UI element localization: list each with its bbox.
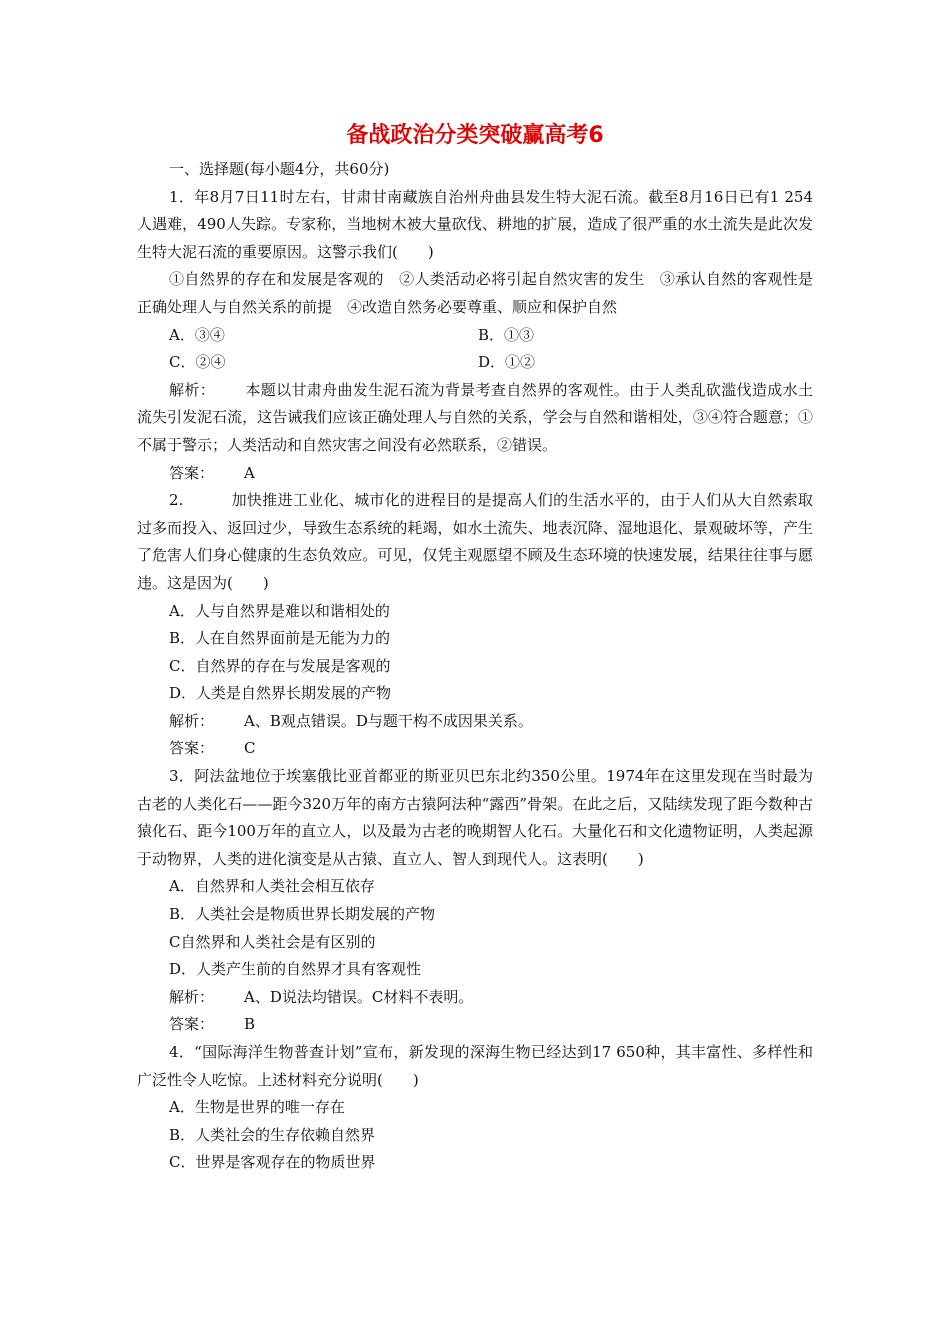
analysis-label: 解析： — [169, 380, 216, 399]
analysis-label: 解析： — [169, 711, 215, 730]
document-body — [137, 156, 813, 1177]
answer-value: C — [244, 739, 256, 758]
question-2-text: 加快推进工业化、城市化的进程目的是提高人们的生活水平的，由于人们从大自然索取过多而投入、返回过少，导致生态系统的耗竭，如水土流失、地表沉降、湿地退化、景观破坏等，产生了危害人们身心健康的生态负效应。可见，仅凭主观愿望不顾及生态环境的快速发展，结果往往事与愿违。这是因为( ) — [137, 491, 813, 592]
answer-label: 答案： — [169, 739, 215, 758]
question-4-option-c: C．世界是客观存在的物质世界 — [169, 1153, 376, 1172]
analysis-text: A、D说法均错误。C材料不表明。 — [244, 987, 474, 1006]
question-2-analysis — [137, 708, 813, 736]
question-1-options-row-1 — [137, 322, 813, 350]
answer-value: B — [244, 1015, 256, 1034]
question-2-number: 2. — [169, 491, 184, 510]
question-1-option-c: C．②④ — [169, 353, 226, 372]
analysis-text: A、B观点错误。D与题干构不成因果关系。 — [244, 711, 533, 730]
analysis-text: 本题以甘肃舟曲发生泥石流为背景考查自然界的客观性。由于人类乱砍滥伐造成水土流失引发泥石流，这告诫我们应该正确处理人与自然的关系，学会与自然和谐相处，③④符合题意；①不属于警示；人类活动和自然灾害之间没有必然联系，②错误。 — [137, 380, 813, 454]
question-1-option-d: D．①② — [478, 353, 536, 372]
answer-label: 答案： — [169, 1015, 215, 1034]
question-1-answer — [137, 460, 813, 488]
question-2-option-b: B．人在自然界面前是无能为力的 — [169, 629, 391, 648]
question-3-option-c: C自然界和人类社会是有区别的 — [169, 932, 376, 951]
answer-value: A — [244, 463, 255, 482]
question-3-stem: 3．阿法盆地位于埃塞俄比亚首都亚的斯亚贝巴东北约350公里。1974年在这里发现在当时最为古老的人类化石——距今320万年的南方古猿阿法种“露西”骨架。在此之后，又陆续发现了距今数种古猿化石、距今100万年的直立人，以及最为古老的晚期智人化石。大量化石和文化遗物证明，人类起源于动物界，人类的进化演变是从古猿、直立人、智人到现代人。这表明( ) — [137, 767, 813, 868]
question-4-option-a: A．生物是世界的唯一存在 — [169, 1098, 345, 1117]
question-3-analysis — [137, 984, 813, 1012]
question-1-option-a: A．③④ — [169, 325, 225, 344]
question-1-stem: 1．年8月7日11时左右，甘肃甘南藏族自治州舟曲县发生特大泥石流。截至8月16日已有1 254人遇难，490人失踪。专家称，当地树木被大量砍伐、耕地的扩展，造成了很严重的水土流失是此次发生特大泥石流的重要原因。这警示我们( ) — [137, 187, 813, 261]
question-1-statements: ①自然界的存在和发展是客观的 ②人类活动必将引起自然灾害的发生 ③承认自然的客观性是正确处理人与自然关系的前提 ④改造自然务必要尊重、顺应和保护自然 — [137, 270, 813, 316]
question-3-answer — [137, 1011, 813, 1039]
question-2-answer — [137, 735, 813, 763]
question-3-option-d: D．人类产生前的自然界才具有客观性 — [169, 960, 422, 979]
question-1-options-row-2 — [137, 349, 813, 377]
document-title: 备战政治分类突破赢高考6 — [346, 123, 604, 148]
analysis-label: 解析： — [169, 987, 215, 1006]
question-1-analysis — [137, 377, 813, 460]
question-1-option-b: B．①③ — [478, 325, 535, 344]
question-2-option-a: A．人与自然界是难以和谐相处的 — [169, 601, 390, 620]
question-2-stem — [137, 487, 813, 597]
question-2-option-c: C．自然界的存在与发展是客观的 — [169, 656, 391, 675]
question-3-option-b: B．人类社会是物质世界长期发展的产物 — [169, 905, 436, 924]
question-3-option-a: A．自然界和人类社会相互依存 — [169, 877, 375, 896]
question-4-option-b: B．人类社会的生存依赖自然界 — [169, 1125, 376, 1144]
section-heading: 一、选择题(每小题4分，共60分) — [169, 160, 390, 178]
question-2-option-d: D．人类是自然界长期发展的产物 — [169, 684, 392, 703]
answer-label: 答案： — [169, 463, 215, 482]
question-4-stem: 4．“国际海洋生物普查计划”宣布，新发现的深海生物已经达到17 650种，其丰富性、多样性和广泛性令人吃惊。上述材料充分说明( ) — [137, 1043, 813, 1089]
